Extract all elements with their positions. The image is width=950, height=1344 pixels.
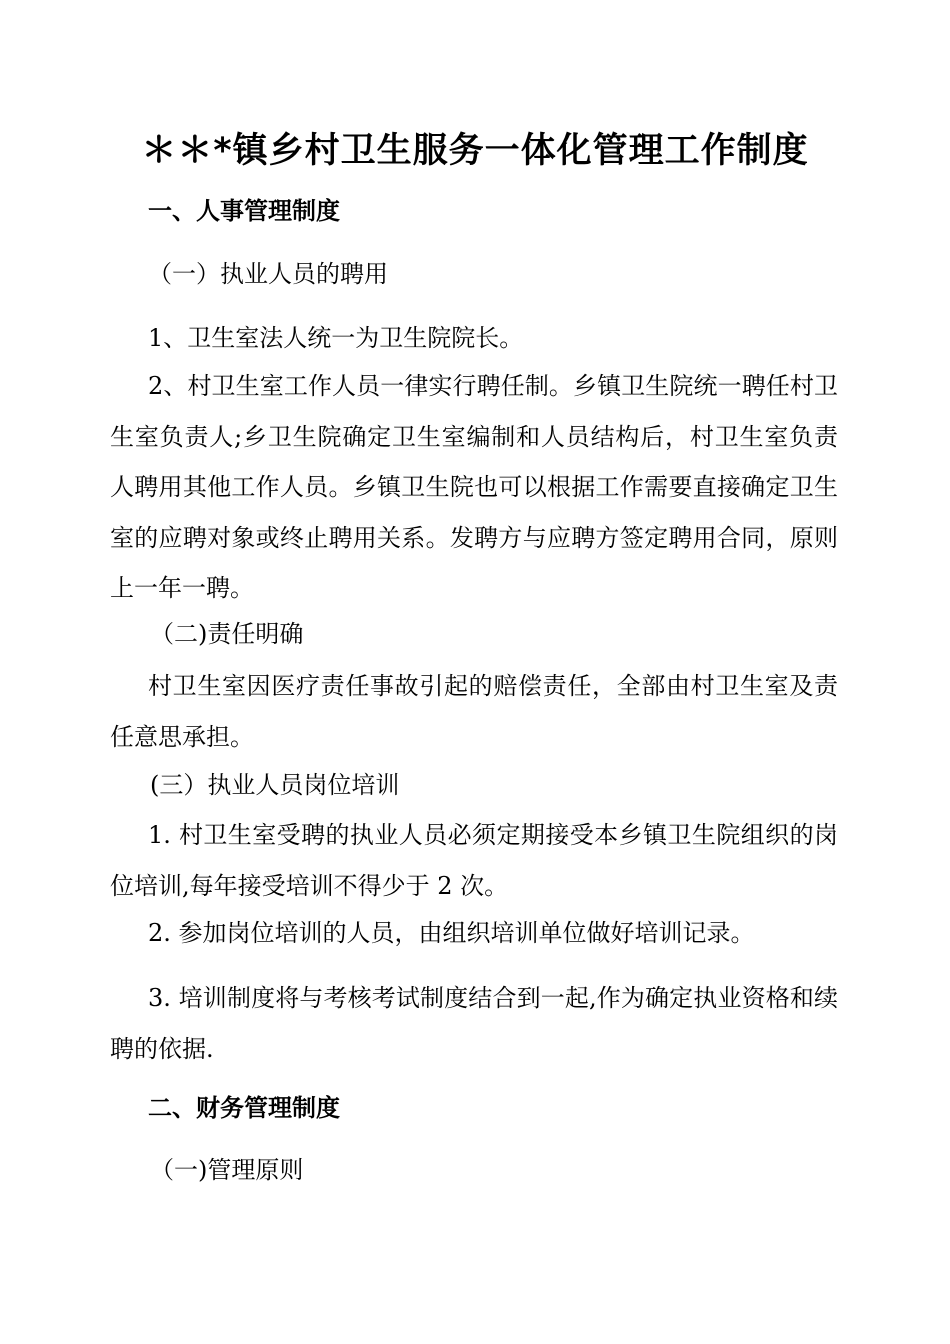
paragraph-item-1: 1、卫生室法人统一为卫生院院长。 (148, 324, 524, 352)
paragraph-item-2: 2、村卫生室工作人员一律实行聘任制。乡镇卫生院统一聘任村卫生室负责人;乡卫生院确定卫生室编制和人员结构后，村卫生室负责人聘用其他工作人员。乡镇卫生院也可以根据工作需要直接确定卫生室的应聘对象或终止聘用关系。发聘方与应聘方签定聘用合同，原则上一年一聘。 (110, 372, 838, 602)
subsection-heading-hiring: （一）执业人员的聘用 (148, 260, 388, 288)
section-heading-personnel: 一、人事管理制度 (148, 197, 340, 225)
paragraph-training-3: 3. 培训制度将与考核考试制度结合到一起,作为确定执业资格和续聘的依据. (110, 984, 838, 1063)
document-title: ＊＊*镇乡村卫生服务一体化管理工作制度 (141, 131, 809, 171)
paragraph-training-1: 1. 村卫生室受聘的执业人员必须定期接受本乡镇卫生院组织的岗位培训,每年接受培训不得少于 2 次。 (110, 821, 838, 900)
paragraph-training-2: 2. 参加岗位培训的人员，由组织培训单位做好培训记录。 (148, 919, 755, 947)
subsection-heading-training: (三）执业人员岗位培训 (150, 771, 400, 799)
section-heading-finance: 二、财务管理制度 (148, 1094, 340, 1122)
subsection-heading-responsibility: （二)责任明确 (150, 620, 304, 648)
paragraph-responsibility: 村卫生室因医疗责任事故引起的赔偿责任，全部由村卫生室及责任意思承担。 (110, 672, 838, 751)
subsection-heading-principles: （一)管理原则 (150, 1156, 304, 1184)
